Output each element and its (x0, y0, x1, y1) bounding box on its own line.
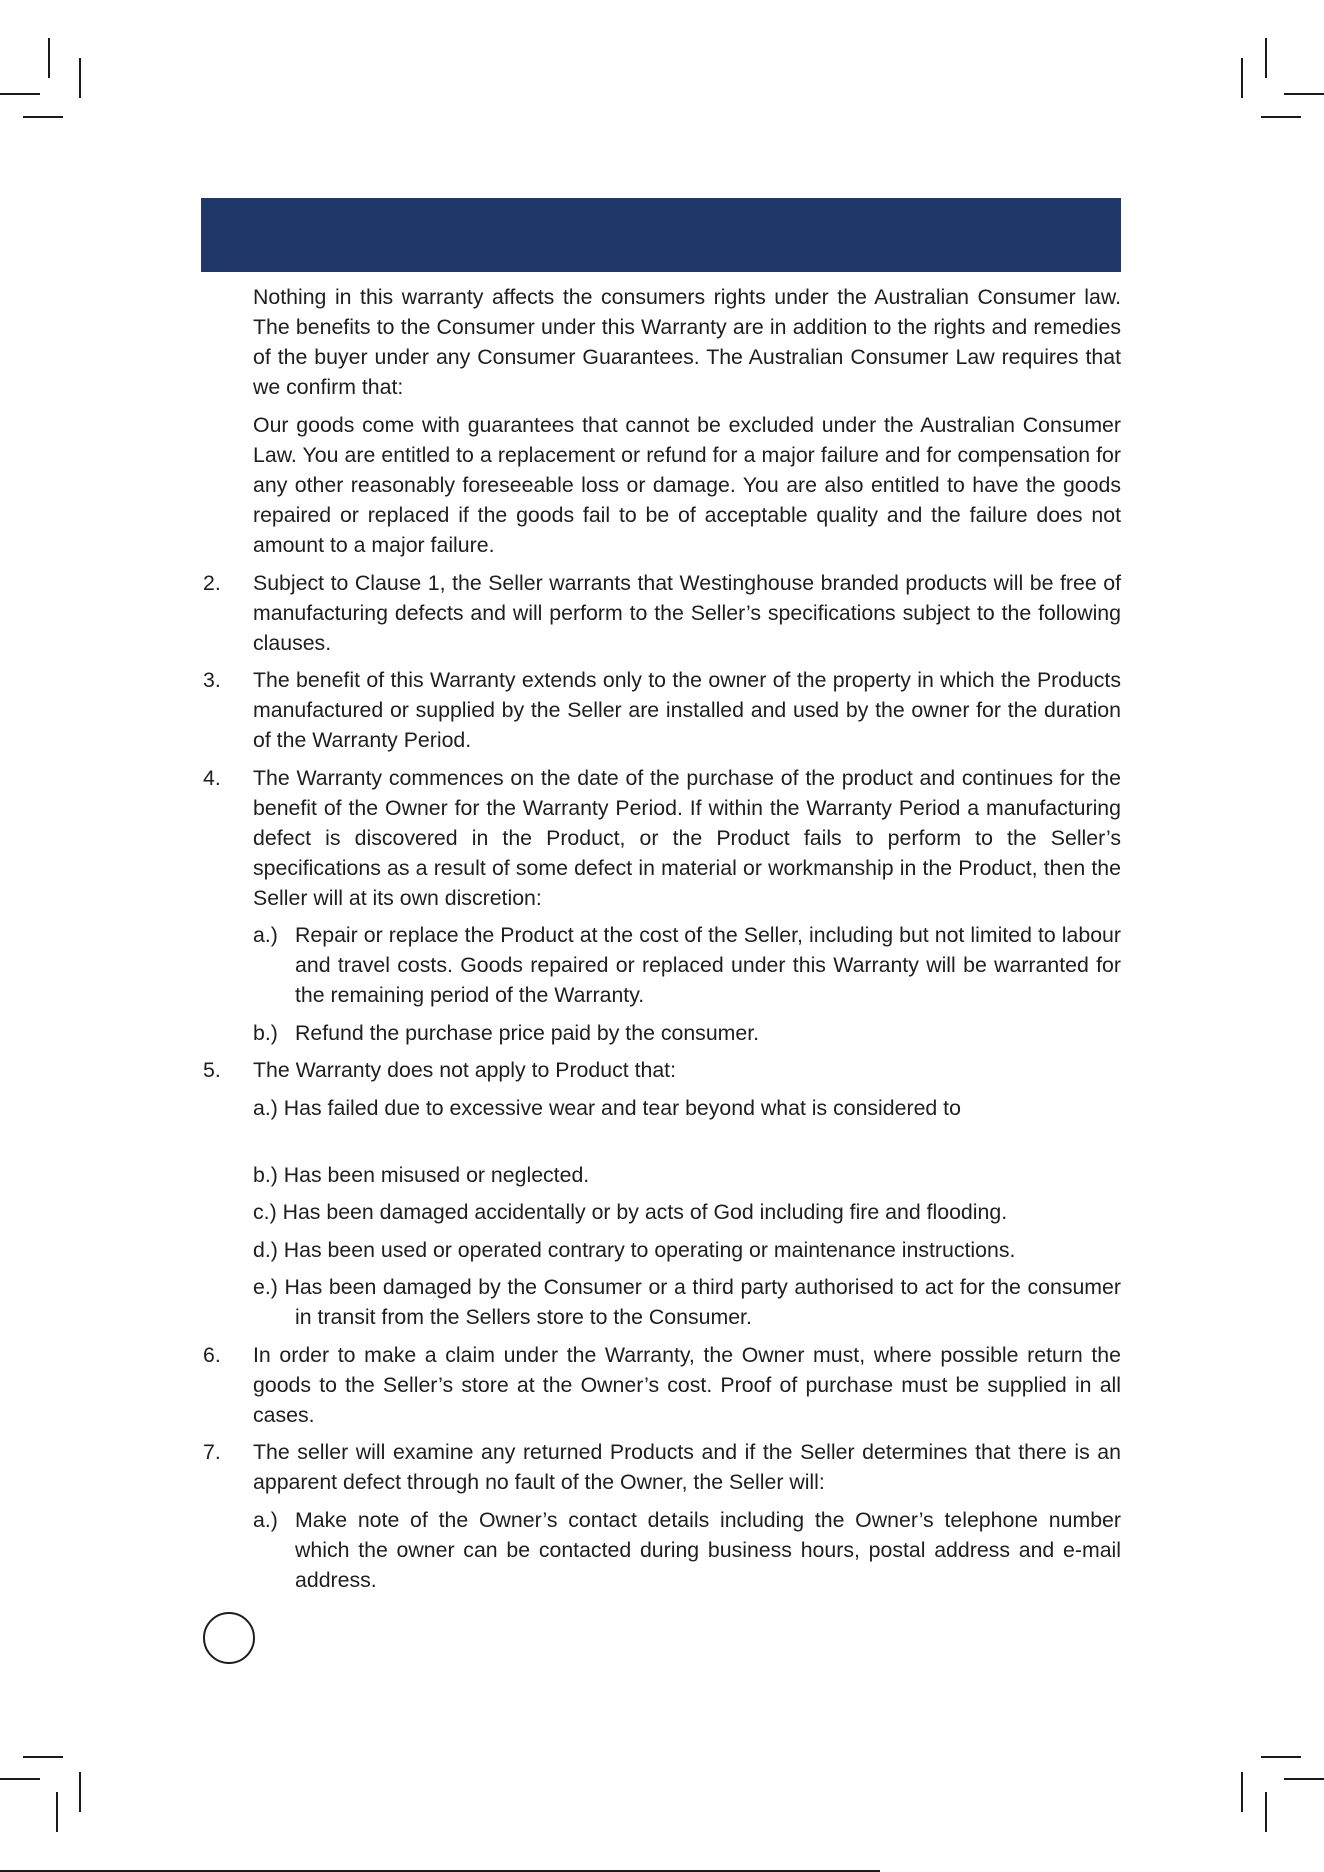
clause-number: 6. (203, 1342, 221, 1367)
page-number-circle (203, 1612, 255, 1664)
clause-item (201, 1340, 1121, 1430)
header-band (201, 198, 1121, 272)
intro-paragraph: Nothing in this warranty affects the consumers rights under the Australian Consumer law. The benefits to the Consumer under this Warranty are in addition to the rights and remedies of the buyer under any Consumer Guarantees. The Australian Consumer Law requires that we confirm that: (253, 285, 1121, 399)
clause-item (201, 763, 1121, 913)
crop-mark (79, 58, 81, 98)
crop-mark (23, 1756, 63, 1758)
sub-clause-item (201, 920, 1121, 1010)
crop-mark (1284, 1778, 1324, 1780)
sub-clause-label: a.) (253, 923, 278, 947)
crop-mark (1265, 38, 1267, 78)
crop-mark (0, 93, 40, 95)
sub-clause-text: d.) Has been used or operated contrary to operating or maintenance instructions. (253, 1237, 1016, 1262)
clause-number: 4. (203, 765, 221, 790)
clause-item (201, 665, 1121, 755)
crop-mark (79, 1772, 81, 1812)
crop-mark (1241, 1772, 1243, 1812)
crop-mark (1284, 93, 1324, 95)
clause-number: 3. (203, 668, 221, 692)
clause-text: The Warranty commences on the date of the purchase of the product and continues for the benefit of the Owner for the Warranty Period. If within the Warranty Period a manufacturing defect is discovered in the Product, or the Product fails to perform to the Seller’s specifications as a result of some defect in material or workmanship in the Product, then the Seller will at its own discretion: (253, 765, 1121, 910)
sub-clause-label: b.) (253, 1020, 278, 1045)
clause-number: 5. (203, 1058, 221, 1082)
clause-text: Subject to Clause 1, the Seller warrants that Westinghouse branded products will be free of manufacturing defects and will perform to the Seller’s specifications subject to the following clauses. (253, 570, 1121, 655)
clause-text: In order to make a claim under the Warranty, the Owner must, where possible return the goods to the Seller’s store at the Owner’s cost. Proof of purchase must be supplied in all cases. (253, 1342, 1121, 1427)
sub-clause-label: a.) (253, 1507, 278, 1532)
clause-text: The seller will examine any returned Products and if the Seller determines that there is an apparent defect through no fault of the Owner, the Seller will: (253, 1440, 1121, 1494)
sub-clause-text: Repair or replace the Product at the cost of the Seller, including but not limited to labour and travel costs. Goods repaired or replaced under this Warranty will be warranted for the remaining period of the Warranty. (295, 923, 1121, 1007)
clause-text: The Warranty does not apply to Product that: (253, 1058, 677, 1082)
clause-text: The benefit of this Warranty extends only to the owner of the property in which the Products manufactured or supplied by the Seller are installed and used by the owner for the duration of the Warranty Period. (253, 668, 1121, 752)
crop-mark (1265, 1792, 1267, 1832)
sub-clause-item (201, 1505, 1121, 1595)
sub-clause-text: Make note of the Owner’s contact details including the Owner’s telephone number which the owner can be contacted during business hours, postal address and e-mail address. (295, 1507, 1121, 1592)
clause-item (201, 1055, 1121, 1085)
warranty-body (201, 282, 1121, 1595)
intro-paragraph: Our goods come with guarantees that cannot be excluded under the Australian Consumer Law. You are entitled to a replacement or refund for a major failure and for compensation for any other reasonably foreseeable loss or damage. You are also entitled to have the goods repaired or replaced if the goods fail to be of acceptable quality and the failure does not amount to a major failure. (253, 413, 1121, 557)
crop-mark (1261, 116, 1301, 118)
sub-clause-text: Refund the purchase price paid by the consumer. (295, 1020, 760, 1045)
sub-clause-text: b.) Has been misused or neglected. (253, 1162, 590, 1187)
crop-mark (56, 1792, 58, 1832)
sub-clause-text: e.) Has been damaged by the Consumer or a third party authorised to act for the consumer in transit from the Sellers store to the Consumer. (253, 1275, 1121, 1329)
clause-item (201, 568, 1121, 658)
clause-number: 7. (203, 1440, 221, 1464)
sub-clause-text: c.) Has been damaged accidentally or by acts of God including fire and flooding. (253, 1200, 1008, 1224)
crop-mark (1261, 1756, 1301, 1758)
crop-mark (1241, 58, 1243, 98)
crop-mark (0, 1778, 40, 1780)
sub-clause-text: a.) Has failed due to excessive wear and tear beyond what is considered to (253, 1095, 961, 1120)
crop-mark (48, 38, 50, 78)
clause-item (201, 1437, 1121, 1497)
clause-number: 2. (203, 570, 221, 595)
crop-mark (23, 116, 63, 118)
sub-clause-item (201, 1018, 1121, 1048)
bottom-rule (0, 1870, 880, 1872)
